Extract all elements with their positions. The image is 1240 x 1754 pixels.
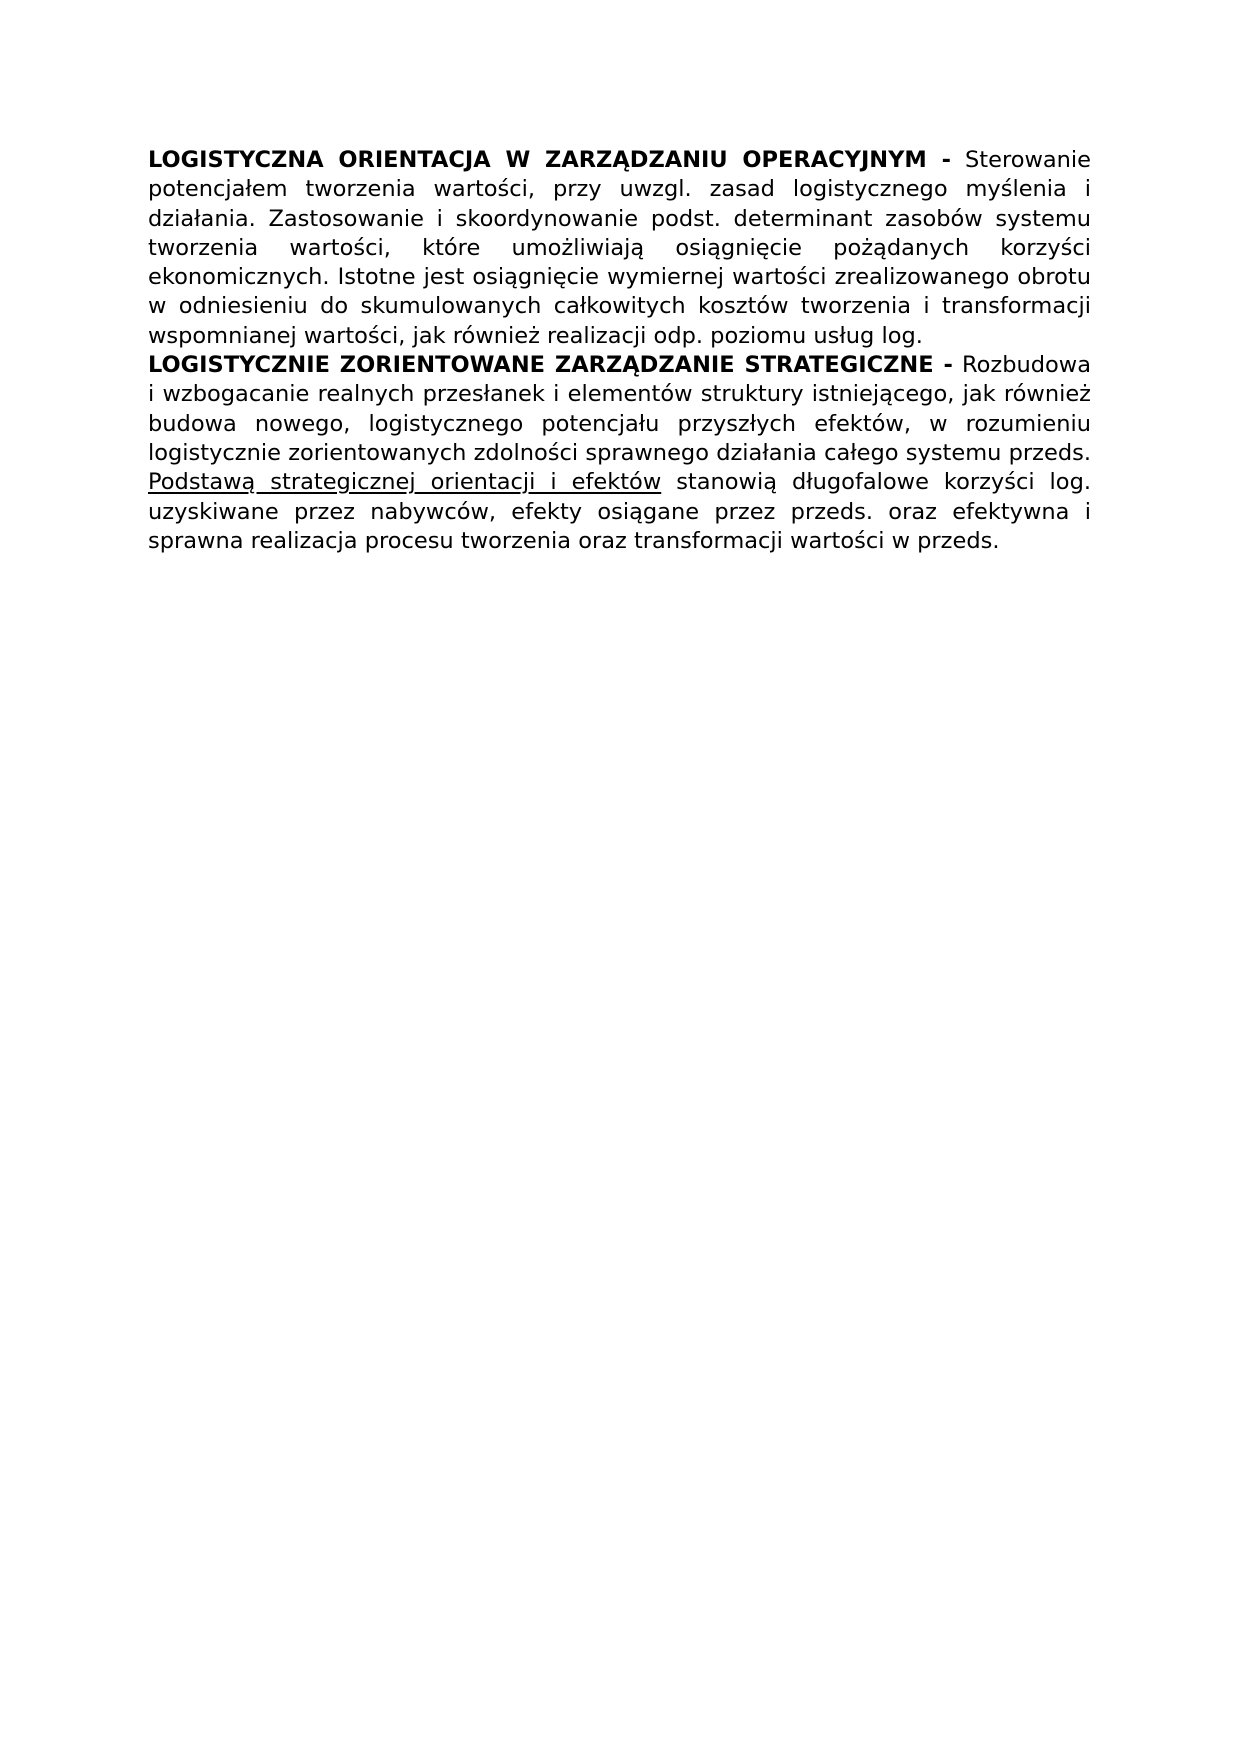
section-heading-operational: LOGISTYCZNA ORIENTACJA W ZARZĄDZANIU OPERACYJNYM - <box>148 147 951 173</box>
section-text-operational: Sterowanie potencjałem tworzenia wartości, przy uwzgl. zasad logistycznego myślenia i działania. Zastosowanie i skoordynowanie podst. determinant zasobów systemu tworzenia wartości, które umożliwiają osiągnięcie pożądanych korzyści ekonomicznych. Istotne jest osiągnięcie wymiernej wartości zrealizowanego obrotu w odniesieniu do skumulowanych całkowitych kosztów tworzenia i transformacji wspomnianej wartości, jak również realizacji odp. poziomu usług log. <box>148 147 1092 349</box>
underlined-phrase: Podstawą strategicznej orientacji i efektów <box>148 469 662 496</box>
section-text-strategic-part2: stanowią długofalowe korzyści log. uzyskiwane przez nabywców, efekty osiągane przez przeds. oraz efektywna i sprawna realizacja procesu tworzenia oraz transformacji wartości w przeds. <box>148 469 1091 554</box>
section-heading-strategic: LOGISTYCZNIE ZORIENTOWANE ZARZĄDZANIE STRATEGICZNE - <box>148 352 953 379</box>
document-body <box>148 146 1091 556</box>
section-strategic <box>148 351 1091 556</box>
section-operational <box>148 146 1091 351</box>
section-text-strategic-part1: Rozbudowa i wzbogacanie realnych przesłanek i elementów struktury istniejącego, jak również budowa nowego, logistycznego potencjału przyszłych efektów, w rozumieniu logistycznie zorientowanych zdolności sprawnego działania całego systemu przeds. <box>148 352 1091 466</box>
